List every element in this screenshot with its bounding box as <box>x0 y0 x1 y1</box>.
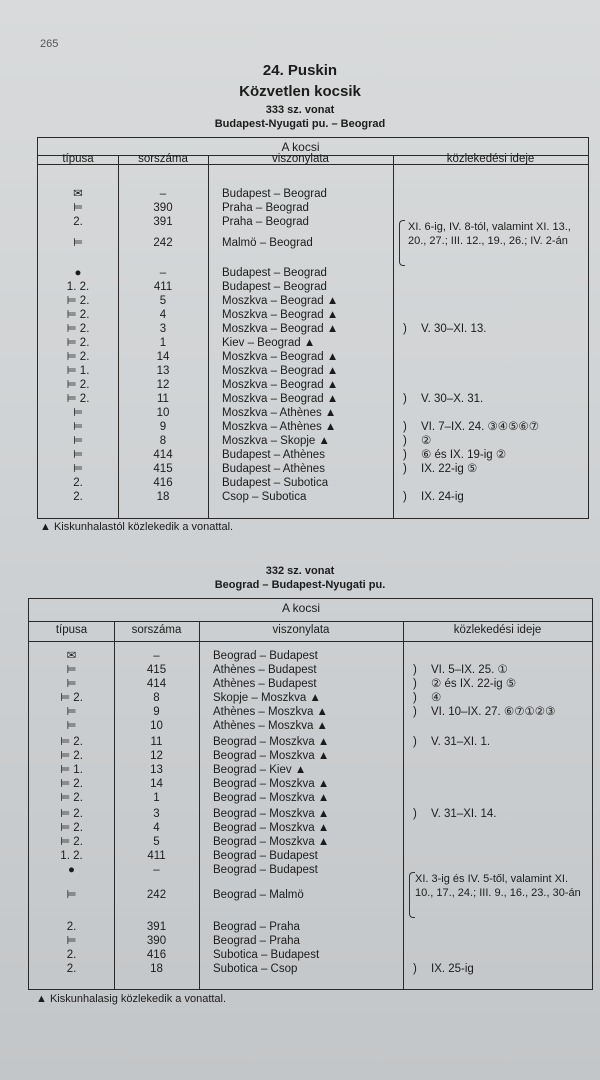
service-period: ④ <box>431 692 442 704</box>
brace: ) <box>413 963 417 975</box>
car-number: 1 <box>153 792 160 804</box>
car-route: Beograd – Moszkva ▲ <box>213 750 330 762</box>
car-number: 9 <box>159 421 167 433</box>
car-route: Moszkva – Beograd ▲ <box>222 393 339 405</box>
service-period: IX. 24-ig <box>421 491 464 503</box>
table-row <box>29 677 592 691</box>
train-number-333: 333 sz. vonat <box>265 104 335 116</box>
brace: ) <box>403 449 407 461</box>
car-number: – <box>159 267 167 279</box>
car-route: Beograd – Budapest <box>213 650 318 662</box>
table-row <box>29 705 592 719</box>
car-route: Moszkva – Skopje ▲ <box>222 435 330 447</box>
car-route: Moszkva – Beograd ▲ <box>222 379 339 391</box>
column-header: viszonylata <box>272 624 330 636</box>
service-period: VI. 5–IX. 25. ① <box>431 664 508 676</box>
service-period: IX. 22-ig ⑤ <box>421 463 478 475</box>
car-type: ⊨ 2. <box>60 778 83 790</box>
car-number: 5 <box>159 295 167 307</box>
car-number: 414 <box>153 449 173 461</box>
car-route: Budapest – Beograd <box>222 188 327 200</box>
table-row <box>29 691 592 705</box>
table-row <box>29 735 592 749</box>
car-route: Beograd – Praha <box>213 921 300 933</box>
brace: ) <box>403 421 407 433</box>
brace: ) <box>403 491 407 503</box>
car-route: Beograd – Moszkva ▲ <box>213 778 330 790</box>
car-type: 1. 2. <box>60 850 83 862</box>
service-period: V. 30–X. 31. <box>421 393 484 405</box>
car-type: ⊨ <box>66 720 77 732</box>
brace: ) <box>413 706 417 718</box>
table-row <box>38 476 588 490</box>
car-route: Praha – Beograd <box>222 216 309 228</box>
column-header: típusa <box>55 624 88 636</box>
car-route: Moszkva – Athènes ▲ <box>222 407 337 419</box>
table-row <box>29 920 592 934</box>
table-row <box>38 308 588 322</box>
table-row <box>29 649 592 663</box>
car-number: 9 <box>153 706 160 718</box>
car-number: 414 <box>146 678 167 690</box>
table-row <box>38 462 588 476</box>
service-period: XI. 3-ig és IV. 5-től, valamint XI. 10., 17., 24.; III. 9., 16., 23., 30-án <box>415 873 581 899</box>
car-type: ⊨ 2. <box>60 750 83 762</box>
car-type: 1. 2. <box>66 281 90 293</box>
table-row <box>29 934 592 948</box>
footnote-332: ▲ Kiskunhalasig közlekedik a vonattal. <box>36 993 227 1005</box>
table-row <box>38 322 588 336</box>
table-row <box>38 406 588 420</box>
car-number: 5 <box>153 836 160 848</box>
column-header: viszonylata <box>272 153 329 165</box>
column-header: sorszáma <box>131 624 182 636</box>
car-route: Skopje – Moszkva ▲ <box>213 692 321 704</box>
service-period: XI. 6-ig, IV. 8-tól, valamint XI. 13., 20., 27.; III. 12., 19., 26.; IV. 2-án <box>408 221 571 247</box>
car-type: ⊨ <box>72 237 84 249</box>
car-type: 2. <box>73 491 83 503</box>
car-route: Moszkva – Beograd ▲ <box>222 295 339 307</box>
column-header: közlekedési ideje <box>446 153 535 165</box>
car-route: Athènes – Budapest <box>213 678 317 690</box>
car-number: 416 <box>153 477 173 489</box>
train-route-333: Budapest-Nyugati pu. – Beograd <box>214 118 386 130</box>
car-type: ⊨ <box>72 407 84 419</box>
car-route: Budapest – Beograd <box>222 267 327 279</box>
service-period: V. 30–XI. 13. <box>421 323 487 335</box>
car-route: Moszkva – Beograd ▲ <box>222 309 339 321</box>
car-number: 13 <box>156 365 170 377</box>
car-number: 1 <box>159 337 167 349</box>
car-route: Budapest – Subotica <box>222 477 329 489</box>
group-header: A kocsi <box>281 601 320 615</box>
car-number: 411 <box>147 850 166 862</box>
table-row <box>29 835 592 849</box>
car-number: 18 <box>150 963 163 975</box>
brace: ) <box>413 664 417 676</box>
car-route: Praha – Beograd <box>222 202 309 214</box>
car-type: 2. <box>66 949 77 961</box>
car-number: 14 <box>150 778 163 790</box>
car-type: ⊨ 1. <box>66 365 90 377</box>
car-type: ⊨ 2. <box>66 351 90 363</box>
table-row <box>38 187 588 201</box>
car-number: – <box>159 188 167 200</box>
table-train-333 <box>37 137 589 519</box>
service-period: VI. 10–IX. 27. ⑥⑦①②③ <box>431 706 556 718</box>
table-row <box>38 378 588 392</box>
table-row <box>38 294 588 308</box>
car-type: ⊨ <box>66 678 77 690</box>
table-row <box>38 350 588 364</box>
brace <box>399 220 405 266</box>
car-route: Budapest – Athènes <box>222 463 325 475</box>
car-number: 10 <box>156 407 170 419</box>
service-period: V. 31–XI. 1. <box>431 736 491 748</box>
car-type: ⊨ 2. <box>60 822 83 834</box>
service-period: VI. 7–IX. 24. ③④⑤⑥⑦ <box>421 421 540 433</box>
car-type: ⊨ 2. <box>60 836 83 848</box>
car-number: 18 <box>156 491 170 503</box>
car-route: Moszkva – Beograd ▲ <box>222 365 339 377</box>
car-type: ⊨ 1. <box>60 764 83 776</box>
car-route: Budapest – Athènes <box>222 449 325 461</box>
car-route: Subotica – Csop <box>213 963 298 975</box>
table-row <box>38 392 588 406</box>
brace: ) <box>403 463 407 475</box>
car-type: ⊨ <box>72 463 84 475</box>
car-type: 2. <box>66 921 77 933</box>
car-number: 415 <box>146 664 167 676</box>
brace: ) <box>403 435 407 447</box>
column-header: sorszáma <box>138 153 188 165</box>
car-route: Beograd – Moszkva ▲ <box>213 736 330 748</box>
car-number: 11 <box>150 736 163 748</box>
brace: ) <box>413 692 417 704</box>
car-route: Athènes – Budapest <box>213 664 317 676</box>
car-number: 390 <box>146 935 167 947</box>
car-type: ⊨ <box>72 449 84 461</box>
car-type: ⊨ 2. <box>60 692 83 704</box>
column-header: típusa <box>62 153 94 165</box>
car-route: Beograd – Malmö <box>213 889 304 901</box>
car-number: 11 <box>157 393 169 405</box>
car-route: Malmö – Beograd <box>222 237 313 249</box>
car-number: 8 <box>153 692 160 704</box>
table-row <box>38 280 588 294</box>
car-type: 2. <box>66 963 77 975</box>
brace: ) <box>413 678 417 690</box>
table-row <box>38 420 588 434</box>
car-type: 2. <box>73 477 83 489</box>
table-row <box>29 749 592 763</box>
car-route: Beograd – Moszkva ▲ <box>213 822 330 834</box>
car-type: ⊨ <box>72 421 84 433</box>
table-row <box>38 201 588 215</box>
brace: ) <box>413 808 417 820</box>
table-row <box>29 719 592 733</box>
car-route: Athènes – Moszkva ▲ <box>213 706 328 718</box>
car-type: ⊨ 2. <box>66 379 90 391</box>
car-route: Athènes – Moszkva ▲ <box>213 720 328 732</box>
car-route: Beograd – Moszkva ▲ <box>213 808 330 820</box>
table-row <box>29 873 592 902</box>
car-route: Beograd – Budapest <box>213 850 318 862</box>
car-type: ● <box>68 864 75 876</box>
table-row <box>38 364 588 378</box>
car-number: – <box>153 864 160 876</box>
service-period: ② és IX. 22-ig ⑤ <box>431 678 517 690</box>
car-route: Moszkva – Athènes ▲ <box>222 421 337 433</box>
car-number: 416 <box>146 949 167 961</box>
table-row <box>38 448 588 462</box>
car-number: 391 <box>146 921 167 933</box>
table-row <box>29 948 592 962</box>
car-number: 12 <box>150 750 163 762</box>
car-type: ⊨ <box>66 889 77 901</box>
service-period: ⑥ és IX. 19-ig ② <box>421 449 507 461</box>
service-period: IX. 25-ig <box>431 963 474 975</box>
car-type: ⊨ 2. <box>66 309 90 321</box>
car-route: Moszkva – Beograd ▲ <box>222 323 339 335</box>
car-number: 14 <box>156 351 170 363</box>
table-row <box>29 849 592 863</box>
car-number: 3 <box>153 808 160 820</box>
car-type: 2. <box>73 216 83 228</box>
car-type: ⊨ <box>66 935 77 947</box>
car-number: 391 <box>153 216 173 228</box>
car-number: 242 <box>153 237 173 249</box>
table-row <box>29 777 592 791</box>
car-type: ⊨ 2. <box>66 393 90 405</box>
car-type: ● <box>74 267 82 279</box>
car-number: 4 <box>153 822 160 834</box>
table-row <box>29 807 592 821</box>
car-route: Beograd – Moszkva ▲ <box>213 792 330 804</box>
car-number: 13 <box>150 764 163 776</box>
car-number: 242 <box>146 889 167 901</box>
car-route: Kiev – Beograd ▲ <box>222 337 316 349</box>
car-route: Beograd – Kiev ▲ <box>213 764 307 776</box>
car-number: 8 <box>159 435 167 447</box>
car-type: ⊨ 2. <box>66 323 90 335</box>
car-type: ⊨ <box>72 202 84 214</box>
table-train-332 <box>28 598 593 990</box>
table-row <box>29 763 592 777</box>
table-row <box>38 266 588 280</box>
brace: ) <box>403 393 407 405</box>
car-number: 3 <box>159 323 167 335</box>
car-route: Beograd – Praha <box>213 935 300 947</box>
car-type: ⊨ 2. <box>60 792 83 804</box>
train-number-332: 332 sz. vonat <box>265 565 335 577</box>
column-header: közlekedési ideje <box>453 624 542 636</box>
car-route: Csop – Subotica <box>222 491 307 503</box>
table-row <box>29 962 592 976</box>
car-number: 390 <box>153 202 173 214</box>
service-period: V. 31–XI. 14. <box>431 808 497 820</box>
table-row <box>38 336 588 350</box>
car-type: ⊨ 2. <box>66 337 90 349</box>
car-type: ⊨ <box>72 435 84 447</box>
service-period: ② <box>421 435 432 447</box>
car-route: Moszkva – Beograd ▲ <box>222 351 339 363</box>
car-route: Subotica – Budapest <box>213 949 320 961</box>
car-type: ⊨ <box>66 706 77 718</box>
car-number: 12 <box>156 379 170 391</box>
car-route: Budapest – Beograd <box>222 281 327 293</box>
car-number: – <box>153 650 160 662</box>
brace: ) <box>413 736 417 748</box>
car-type: ✉ <box>66 650 77 662</box>
brace: ) <box>403 323 407 335</box>
car-number: 10 <box>150 720 163 732</box>
table-row <box>29 821 592 835</box>
table-row <box>38 434 588 448</box>
car-type: ✉ <box>73 188 83 200</box>
group-header: A kocsi <box>281 140 320 154</box>
footnote-333: ▲ Kiskunhalastól közlekedik a vonattal. <box>40 521 234 533</box>
car-type: ⊨ 2. <box>60 808 83 820</box>
table-row <box>29 663 592 677</box>
page-number: 265 <box>40 38 59 50</box>
page-subtitle: Közvetlen kocsik <box>239 83 361 100</box>
page-title: 24. Puskin <box>262 62 338 79</box>
table-row <box>29 791 592 805</box>
car-route: Beograd – Moszkva ▲ <box>213 836 330 848</box>
car-type: ⊨ <box>66 664 77 676</box>
car-number: 415 <box>153 463 173 475</box>
car-type: ⊨ 2. <box>66 295 90 307</box>
car-number: 4 <box>159 309 167 321</box>
train-route-332: Beograd – Budapest-Nyugati pu. <box>214 579 386 591</box>
car-type: ⊨ 2. <box>60 736 83 748</box>
car-route: Beograd – Budapest <box>213 864 318 876</box>
table-row <box>38 490 588 504</box>
car-number: 411 <box>153 281 173 293</box>
